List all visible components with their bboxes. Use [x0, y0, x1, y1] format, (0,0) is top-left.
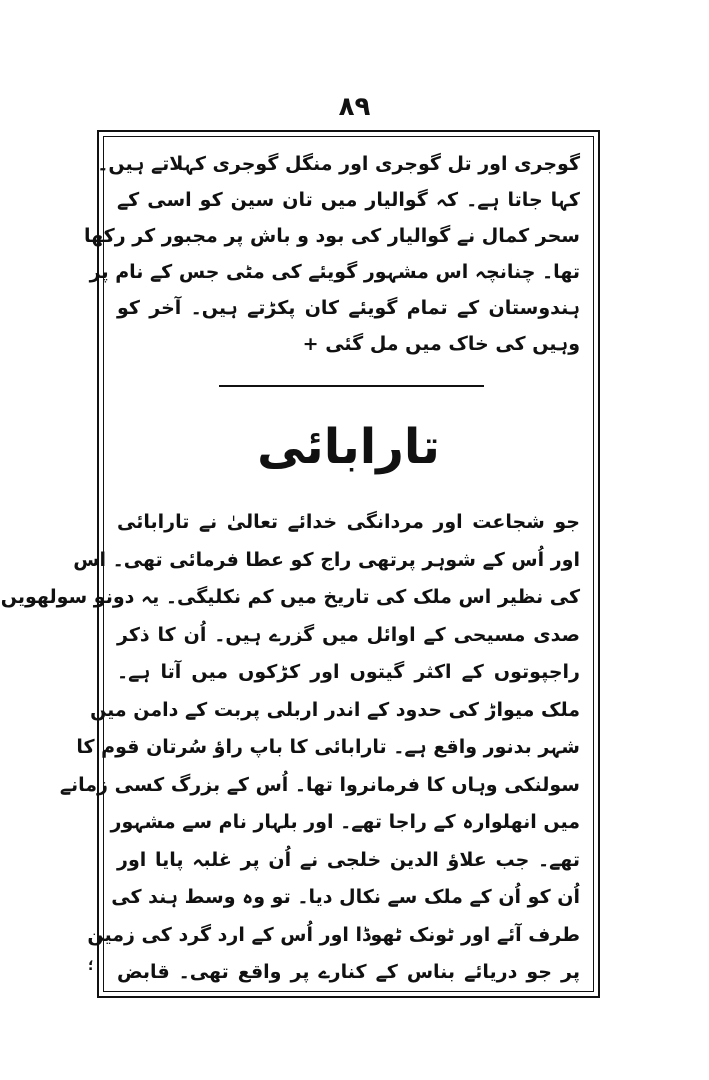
text-line: طرف آئے اور ٹونک ٹھوڈا اور اُس کے ارد گرد کی زمین — [87, 923, 580, 946]
text-line: تھا۔ چنانچہ اس مشہور گویئے کی مٹی جس کے نام پر — [89, 261, 580, 283]
text-line: کی نظیر اس ملک کی تاریخ میں کم نکلیگی۔ یہ دونو سولھویں — [0, 586, 580, 608]
text-line: سولنکی وہاں کا فرمانروا تھا۔ اُس کے بزرگ کسی زمانے — [59, 773, 580, 796]
text-line: صدی مسیحی کے اوائل میں گزرے ہیں۔ اُن کا ذکر — [117, 623, 580, 646]
text-line: ملک میواڑ کی حدود کے اندر اربلی پربت کے دامن میں — [90, 698, 580, 721]
text-line: جو شجاعت اور مردانگی خدائے تعالیٰ نے تارابائی — [117, 511, 580, 533]
text-line: ہندوستان کے تمام گویئے کان پکڑتے ہیں۔ آخر کو — [117, 297, 580, 319]
text-line: سحر کمال نے گوالیار کی بود و باش پر مجبور کر رکھا — [84, 225, 580, 247]
text-line: وہیں کی خاک میں مل گئی + — [302, 333, 580, 355]
text-line: کہا جاتا ہے۔ کہ گوالیار میں تان سین کو اسی کے — [117, 189, 580, 211]
text-line: پر جو دریائے بناس کے کنارے پر واقع تھی۔ قابض — [117, 961, 580, 983]
page-number: ۸۹ — [338, 92, 371, 122]
page-frame — [0, 130, 600, 998]
text-line: اُن کو اُن کے ملک سے نکال دیا۔ تو وہ وسط ہند کی — [111, 886, 580, 908]
text-line: اور اُس کے شوہر پرتھی راج کو عطا فرمائی تھی۔ اس — [73, 548, 580, 571]
section-divider — [219, 385, 484, 387]
text-line: راجپوتوں کے اکثر گیتوں اور کڑکوں میں آتا ہے۔ — [117, 661, 580, 683]
text-line: گوجری اور تل گوجری اور منگل گوجری کہلاتے ہیں۔ — [97, 153, 580, 175]
paragraph-2 — [0, 504, 580, 992]
section-title: تارابائی — [257, 419, 440, 475]
margin-mark: ؛ — [88, 958, 94, 974]
paragraph-1 — [84, 146, 580, 362]
text-line: تھے۔ جب علاؤ الدین خلجی نے اُن پر غلبہ پایا اور — [117, 848, 580, 871]
text-line: شہر بدنور واقع ہے۔ تارابائی کا باپ راؤ سُرتان قوم کا — [76, 736, 580, 758]
text-line: میں انھلوارہ کے راجا تھے۔ اور بلہار نام سے مشہور — [110, 811, 580, 833]
